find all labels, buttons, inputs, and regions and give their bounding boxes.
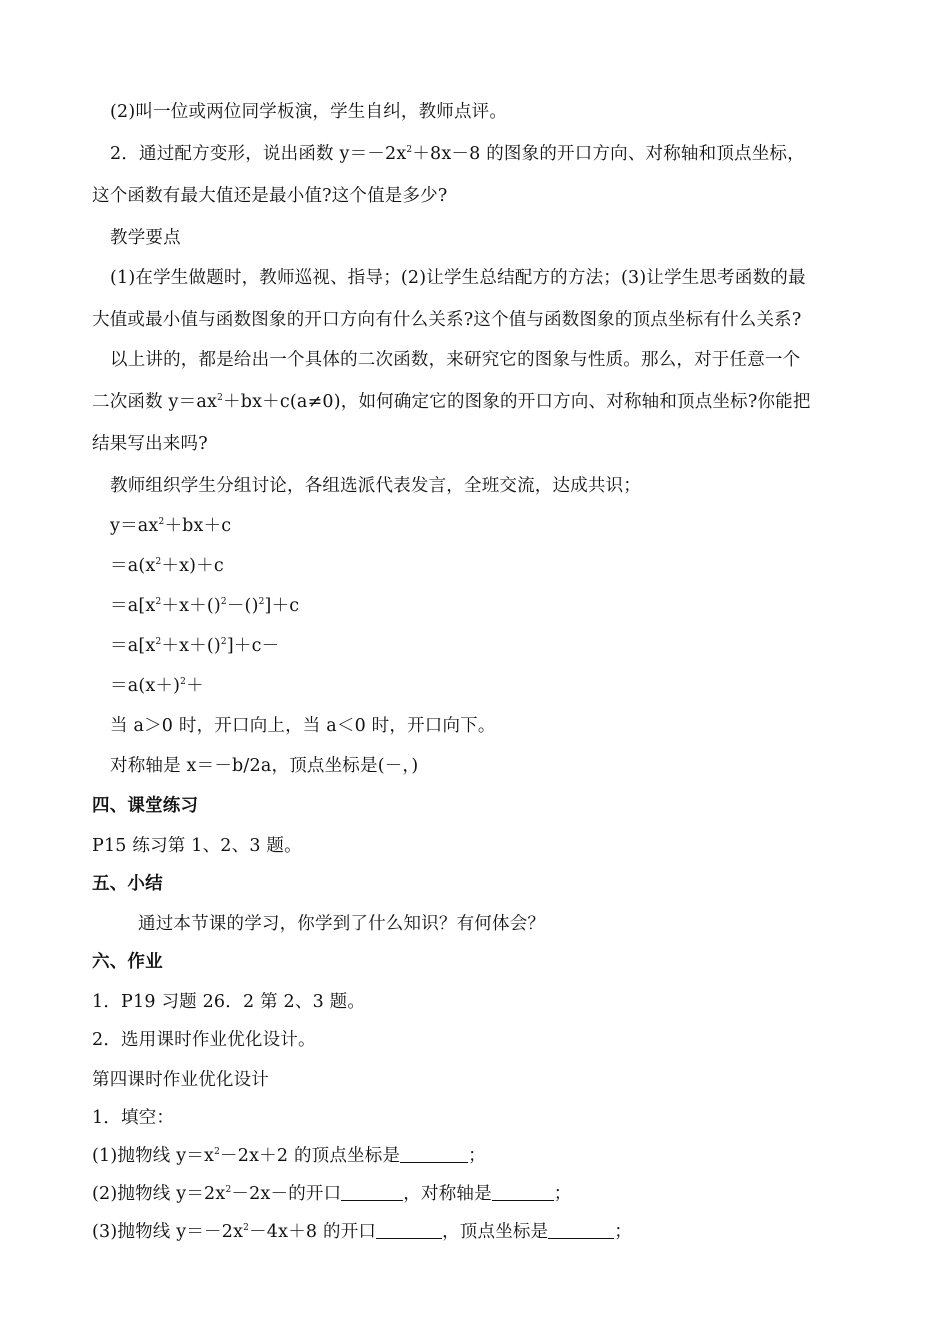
answer-blank xyxy=(492,1183,554,1202)
superscript: 2 xyxy=(214,1147,221,1157)
section-heading-practice: 四、课堂练习 xyxy=(92,796,199,816)
text-run: －() xyxy=(226,596,259,616)
design-title: 第四课时作业优化设计 xyxy=(92,1070,269,1090)
text-run: ＋x＋() xyxy=(161,636,221,656)
superscript: 2 xyxy=(406,145,413,155)
answer-blank xyxy=(376,1221,442,1240)
text-run: ＝a[x xyxy=(110,636,156,656)
paragraph-line: (1)在学生做题时，教师巡视、指导；(2)让学生总结配方的方法；(3)让学生思考函数的最 xyxy=(110,268,806,288)
text-run: ； xyxy=(468,1146,486,1166)
text-run: ＝a[x xyxy=(110,596,156,616)
text-run: ＋bx＋c(a≠0)，如何确定它的图象的开口方向、对称轴和顶点坐标?你能把 xyxy=(223,392,811,412)
paragraph-line: 大值或最小值与函数图象的开口方向有什么关系?这个值与函数图象的顶点坐标有什么关系? xyxy=(92,310,802,330)
formula-line xyxy=(110,674,880,698)
text-run: y＝ax xyxy=(110,516,159,536)
paragraph-line: 教师组织学生分组讨论，各组选派代表发言，全班交流，达成共识； xyxy=(110,476,641,496)
superscript: 2 xyxy=(225,1185,232,1195)
text-run: (3)抛物线 y＝－2x xyxy=(92,1222,244,1242)
text-run: ]＋c－ xyxy=(226,636,280,656)
superscript: 2 xyxy=(158,517,165,527)
paragraph-line: P15 练习第 1、2、3 题。 xyxy=(92,836,302,856)
superscript: 2 xyxy=(220,597,227,607)
text-run: ，对称轴是 xyxy=(403,1184,492,1204)
answer-blank xyxy=(400,1145,468,1164)
paragraph-line: 2．选用课时作业优化设计。 xyxy=(92,1030,316,1050)
paragraph-line: (2)叫一位或两位同学板演，学生自纠，教师点评。 xyxy=(110,102,508,122)
formula-line xyxy=(110,514,880,538)
paragraph-line: 这个函数有最大值还是最小值?这个值是多少? xyxy=(92,186,448,206)
paragraph-line xyxy=(92,390,862,414)
paragraph-line: 对称轴是 x＝－b/2a，顶点坐标是(－，) xyxy=(110,756,419,776)
question-line xyxy=(92,1220,862,1244)
formula-line xyxy=(110,634,880,658)
text-run: ]＋c xyxy=(264,596,300,616)
text-run: (1)抛物线 y＝x xyxy=(92,1146,215,1166)
text-run: ； xyxy=(614,1222,632,1242)
question-line xyxy=(92,1182,862,1206)
superscript: 2 xyxy=(180,677,187,687)
text-run: ＋x＋() xyxy=(161,596,221,616)
superscript: 2 xyxy=(155,557,162,567)
question-line xyxy=(92,1144,862,1168)
paragraph-line xyxy=(110,142,880,166)
answer-blank xyxy=(341,1183,403,1202)
text-run: ＋8x－8 的图象的开口方向、对称轴和顶点坐标， xyxy=(412,144,805,164)
text-run: ，顶点坐标是 xyxy=(442,1222,549,1242)
section-heading-summary: 五、小结 xyxy=(92,874,163,894)
formula-line xyxy=(110,554,880,578)
paragraph-line: 通过本节课的学习，你学到了什么知识？有何体会？ xyxy=(138,914,546,934)
paragraph-line: 1．填空： xyxy=(92,1108,175,1128)
paragraph-line: 以上讲的，都是给出一个具体的二次函数，来研究它的图象与性质。那么，对于任意一个 xyxy=(110,350,801,370)
text-run: －4x＋8 的开口 xyxy=(249,1222,377,1242)
text-run: ＝a(x xyxy=(110,556,156,576)
superscript: 2 xyxy=(258,597,265,607)
paragraph-line: 结果写出来吗? xyxy=(92,434,208,454)
superscript: 2 xyxy=(155,637,162,647)
text-run: ； xyxy=(553,1184,572,1204)
paragraph-line: 1．P19 习题 26．2 第 2、3 题。 xyxy=(92,992,366,1012)
text-run: (2)抛物线 y＝2x xyxy=(92,1184,226,1204)
text-run: －2x－的开口 xyxy=(231,1184,342,1204)
formula-line xyxy=(110,594,880,618)
paragraph-line: 教学要点 xyxy=(110,228,181,248)
superscript: 2 xyxy=(155,597,162,607)
text-run: ＋bx＋c xyxy=(164,516,232,536)
text-run: 二次函数 y＝ax xyxy=(92,392,218,412)
text-run: ＝a(x＋) xyxy=(110,676,181,696)
section-heading-homework: 六、作业 xyxy=(92,952,163,972)
text-run: 2．通过配方变形，说出函数 y＝－2x xyxy=(110,144,407,164)
superscript: 2 xyxy=(217,393,223,403)
superscript: 2 xyxy=(220,637,227,647)
text-run: ＋ xyxy=(186,676,204,696)
text-run: ＋x)＋c xyxy=(161,556,224,576)
text-run: －2x＋2 的顶点坐标是 xyxy=(220,1146,401,1166)
superscript: 2 xyxy=(243,1223,250,1233)
answer-blank xyxy=(548,1221,614,1240)
paragraph-line: 当 a＞0 时，开口向上，当 a＜0 时，开口向下。 xyxy=(110,716,496,736)
